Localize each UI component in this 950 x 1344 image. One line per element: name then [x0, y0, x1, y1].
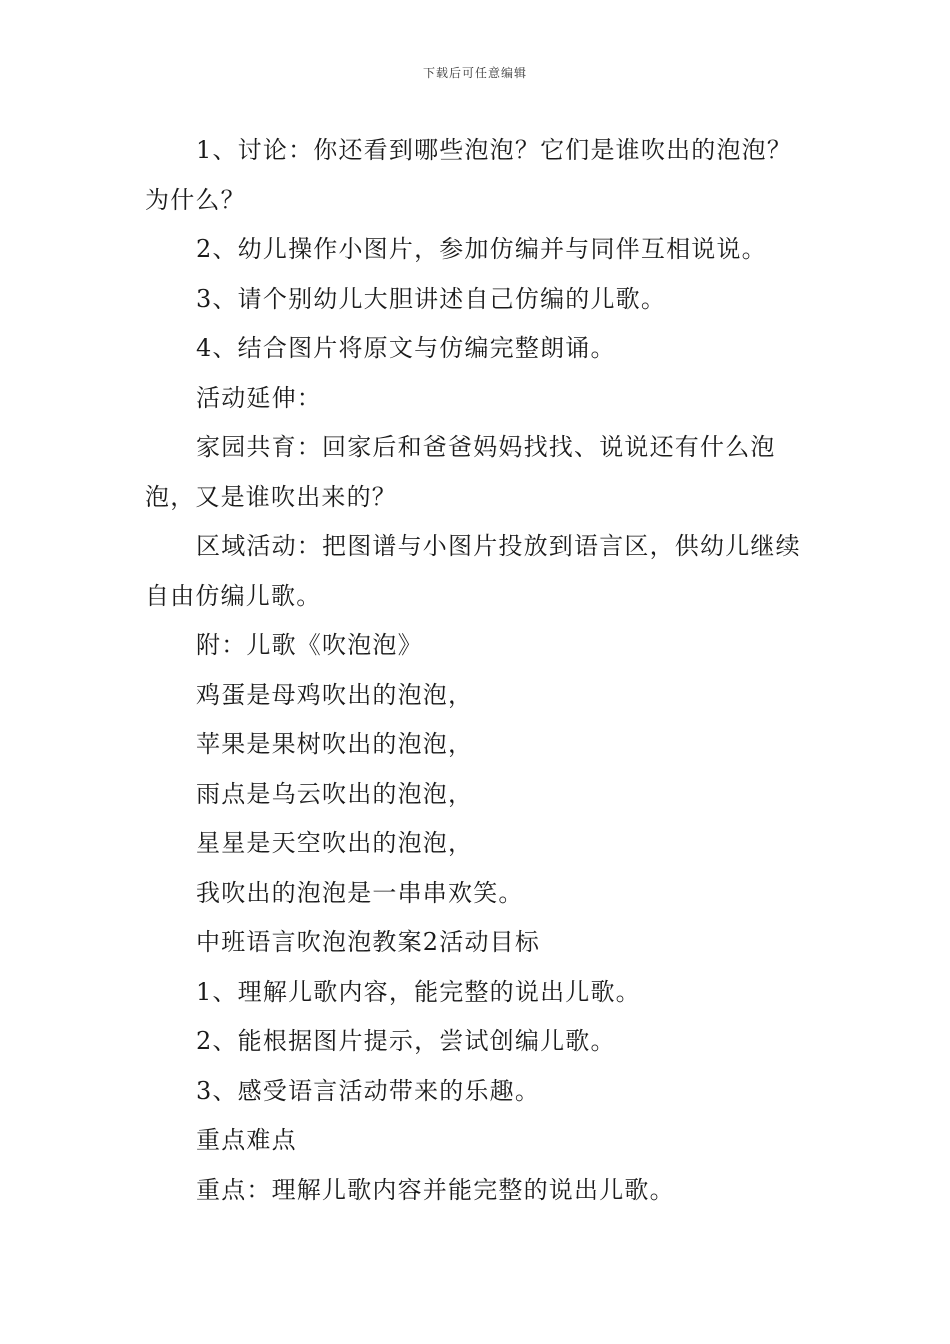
- poem-line-3: 雨点是乌云吹出的泡泡，: [196, 779, 474, 808]
- paragraph-goal-3: 3、感受语言活动带来的乐趣。: [196, 1076, 541, 1105]
- poem-line-4: 星星是天空吹出的泡泡，: [196, 829, 474, 857]
- paragraph-lesson-2-heading: 中班语言吹泡泡教案2活动目标: [196, 928, 541, 956]
- poem-line-5: 我吹出的泡泡是一串串欢笑。: [196, 878, 524, 907]
- paragraph-goal-2: 2、能根据图片提示，尝试创编儿歌。: [196, 1027, 616, 1055]
- paragraph-discussion: 1、讨论：你还看到哪些泡泡？它们是谁吹出的泡泡？为什么？: [145, 136, 793, 214]
- paragraph-appendix-title: 附：儿歌《吹泡泡》: [196, 631, 423, 659]
- paragraph-area-activity: 区域活动：把图谱与小图片投放到语言区，供幼儿继续自由仿编儿歌。: [145, 532, 801, 610]
- poem-line-2: 苹果是果树吹出的泡泡，: [196, 730, 474, 758]
- document-body: [145, 126, 810, 1215]
- paragraph-home-school: 家园共育：回家后和爸爸妈妈找找、说说还有什么泡泡，又是谁吹出来的？: [145, 433, 776, 511]
- paragraph-key-point: 重点：理解儿歌内容并能完整的说出儿歌。: [196, 1175, 675, 1204]
- paragraph-step-3: 3、请个别幼儿大胆讲述自己仿编的儿歌。: [196, 284, 667, 313]
- paragraph-step-2: 2、幼儿操作小图片，参加仿编并与同伴互相说说。: [196, 235, 767, 263]
- paragraph-key-difficulties-heading: 重点难点: [196, 1126, 297, 1154]
- paragraph-step-4: 4、结合图片将原文与仿编完整朗诵。: [196, 334, 616, 362]
- page-header: 下载后可任意编辑: [422, 66, 527, 80]
- paragraph-goal-1: 1、理解儿歌内容，能完整的说出儿歌。: [196, 977, 641, 1006]
- paragraph-activity-extension-heading: 活动延伸：: [196, 383, 322, 412]
- poem-line-1: 鸡蛋是母鸡吹出的泡泡，: [196, 680, 474, 709]
